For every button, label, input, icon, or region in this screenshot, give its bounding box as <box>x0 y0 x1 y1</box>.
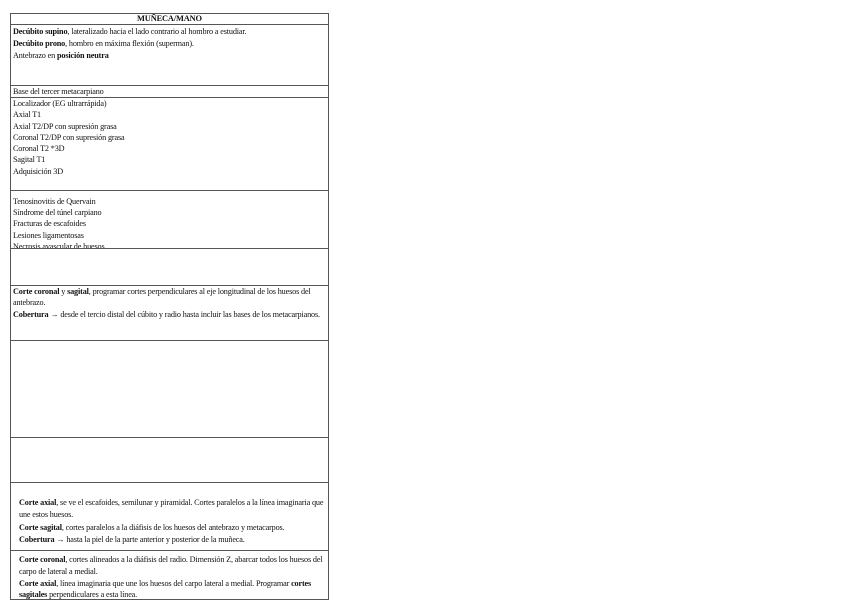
coverage-text: hasta la piel de la parte anterior y posterior de la muñeca. <box>64 535 245 545</box>
sagittal-cuts-label: cortes sagitales <box>19 578 312 599</box>
planning-text: perpendiculares a esta línea. <box>47 590 138 599</box>
coverage-label: Cobertura <box>19 535 55 545</box>
planning-coronal-sagittal-cell <box>11 286 328 341</box>
empty-cell <box>11 249 328 286</box>
image-placeholder-cell <box>11 341 328 438</box>
axial-label: Corte axial <box>19 578 57 588</box>
arrow-icon: → <box>56 535 65 545</box>
patient-position-cell <box>11 25 328 86</box>
indications-cell <box>11 191 328 249</box>
planning-line <box>13 578 326 599</box>
coronal-label: Corte coronal <box>13 287 60 296</box>
planning-line <box>13 286 326 309</box>
planning-line <box>13 522 326 534</box>
coverage-text: desde el tercio distal del cúbito y radio hasta incluir las bases de los metacarpianos. <box>58 309 320 319</box>
position-supine-text: , lateralizado hacia el lado contrario al hombro a estudiar. <box>67 27 247 36</box>
sequence-item: Sagital T1 <box>13 155 46 165</box>
neutral-position-label: posición neutra <box>56 50 109 60</box>
protocol-table <box>10 13 329 600</box>
position-prone-label: Decúbito prono <box>13 38 66 48</box>
planning-line <box>13 534 326 546</box>
position-line <box>13 26 326 38</box>
sequence-item: Coronal T2/DP con supresión grasa <box>13 132 125 142</box>
indication-item: Lesiones ligamentosas <box>13 230 84 240</box>
planning-line <box>13 554 326 578</box>
conjunction-text: y <box>59 287 68 296</box>
planning-line <box>13 309 326 320</box>
arrow-icon: → <box>50 309 59 319</box>
position-supine-label: Decúbito supino <box>13 27 68 36</box>
sagittal-label: Corte sagital <box>19 522 62 532</box>
sequence-item: Localizador (EG ultrarrápida) <box>13 99 107 108</box>
sagittal-label: sagital <box>67 287 89 296</box>
indication-item: Necrosis avascular de huesos <box>13 241 105 249</box>
indication-item: Tenosinovitis de Quervain <box>13 197 96 206</box>
sequence-item: Axial T2/DP con supresión grasa <box>13 121 117 131</box>
planning-text: , programar cortes perpendiculares al eje longitudinal de los huesos del antebrazo. <box>13 287 311 308</box>
planning-coronal-cell <box>11 551 328 599</box>
sequences-cell <box>11 98 328 191</box>
sequence-item: Axial T1 <box>13 110 41 120</box>
sequence-item: Coronal T2 *3D <box>13 144 65 154</box>
position-line <box>13 38 326 50</box>
position-line <box>13 50 326 62</box>
position-prone-text: , hombro en máxima flexión (superman). <box>65 38 194 48</box>
indication-item: Fracturas de escafoides <box>13 219 86 229</box>
planning-line <box>13 497 326 522</box>
indication-item: Síndrome del túnel carpiano <box>13 208 102 218</box>
planning-axial-cell <box>11 483 328 551</box>
forearm-text: Antebrazo en <box>13 50 57 60</box>
centering-cell: Base del tercer metacarpiano <box>11 86 328 98</box>
sequence-item: Adquisición 3D <box>13 166 63 176</box>
table-title: MUÑECA/MANO <box>11 14 328 25</box>
coronal-label: Corte coronal <box>19 555 66 564</box>
planning-text: , cortes alineados a la diáfisis del radio. Dimensión Z, abarcar todos los huesos del carpo de lateral a medial. <box>19 555 323 576</box>
planning-text: , cortes paralelos a la diáfisis de los huesos del antebrazo y metacarpos. <box>61 522 285 532</box>
image-placeholder-cell <box>11 438 328 483</box>
planning-text: , se ve el escafoides, semilunar y piramidal. Cortes paralelos a la línea imaginaria que une estos huesos. <box>19 498 324 520</box>
planning-text: , línea imaginaria que une los huesos del carpo lateral a medial. Programar <box>56 578 292 588</box>
coverage-label: Cobertura <box>13 309 49 319</box>
axial-label: Corte axial <box>19 498 57 507</box>
